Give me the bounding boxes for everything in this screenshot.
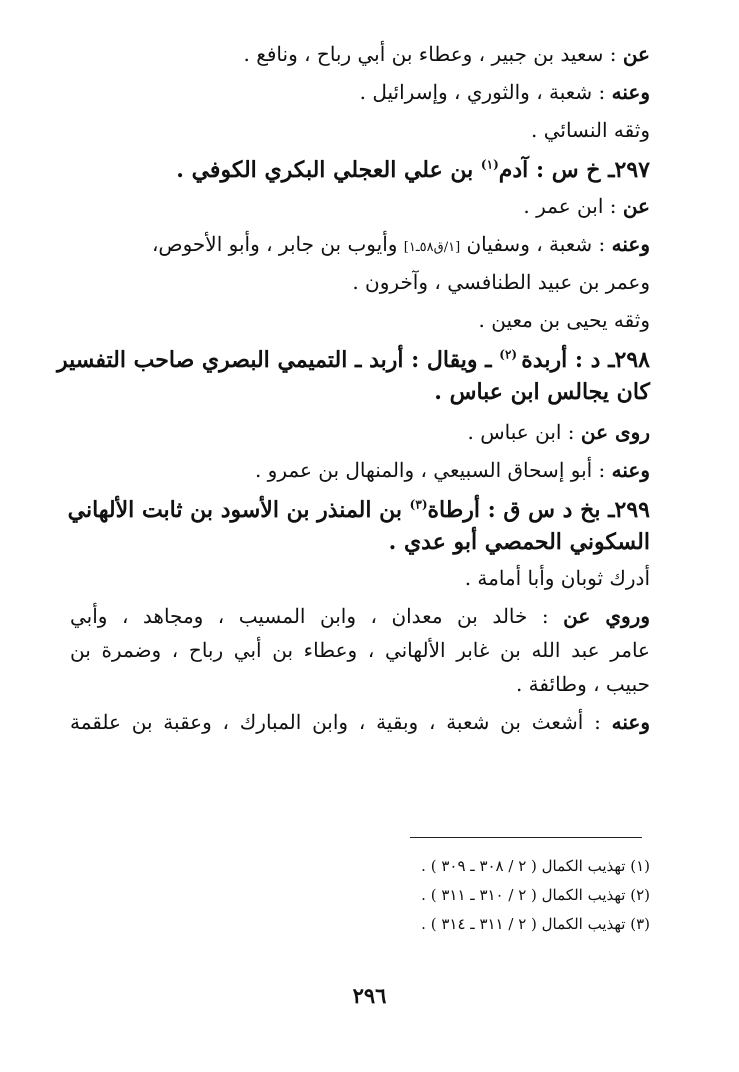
text-line bbox=[70, 40, 650, 68]
line-text: : شعبة ، والثوري ، وإسرائيل . bbox=[359, 80, 612, 104]
manuscript-ref: [١/ق٥٨ـ١] bbox=[403, 240, 461, 255]
line-text: : سعيد بن جبير ، وعطاء بن أبي رباح ، ونافع . bbox=[243, 42, 623, 66]
line-text: : أشعث بن شعبة ، وبقية ، وابن المبارك ، وعقبة بن علقمة bbox=[70, 710, 612, 734]
text-line bbox=[70, 564, 650, 592]
footnote-ref: (١) bbox=[480, 157, 499, 172]
text-line bbox=[70, 670, 650, 698]
line-text: : أبو إسحاق السبيعي ، والمنهال بن عمرو . bbox=[254, 458, 612, 482]
entry-codes: ٢٩٩ـ بخ د س ق : أرطاة bbox=[427, 497, 650, 523]
text-line bbox=[70, 418, 650, 446]
text-line bbox=[70, 78, 650, 106]
line-lead: عن bbox=[622, 42, 650, 66]
footnotes bbox=[300, 852, 650, 939]
footnote-divider bbox=[410, 837, 642, 838]
entry-name: السكوني الحمصي أبو عدي . bbox=[388, 529, 650, 555]
text-line bbox=[70, 230, 650, 262]
text-line bbox=[70, 306, 650, 334]
line-lead: وعنه bbox=[611, 80, 650, 104]
text-line bbox=[70, 602, 650, 630]
line-lead: وعنه bbox=[611, 458, 650, 482]
footnote-3: (٣) تهذيب الكمال ( ٢ / ٣١١ ـ ٣١٤ ) . bbox=[421, 915, 650, 933]
line-lead: وروي عن bbox=[563, 604, 650, 628]
line-text: : خالد بن معدان ، وابن المسيب ، ومجاهد ، وأبي bbox=[70, 604, 564, 628]
text-line bbox=[70, 456, 650, 484]
line-text: عامر عبد الله بن غابر الألهاني ، وعطاء بن أبي رباح ، وضمرة بن bbox=[70, 638, 650, 662]
footnote-ref: (٢) bbox=[499, 347, 522, 362]
entry-name: بن علي العجلي البكري الكوفي . bbox=[176, 157, 481, 183]
entry-number: ٢٩٧ bbox=[614, 157, 650, 183]
line-text: : شعبة ، وسفيان bbox=[460, 232, 612, 256]
entry-heading-299 bbox=[67, 494, 650, 526]
line-text: : ابن عمر . bbox=[523, 194, 623, 218]
line-lead: عن bbox=[622, 194, 650, 218]
entry-name: كان يجالس ابن عباس . bbox=[434, 379, 650, 405]
line-lead: روى عن bbox=[580, 420, 650, 444]
line-text: حبيب ، وطائفة . bbox=[515, 672, 650, 696]
entry-heading-297 bbox=[70, 154, 650, 186]
text-line bbox=[70, 268, 650, 296]
line-text: وثقه النسائي . bbox=[531, 118, 650, 142]
text-line bbox=[70, 708, 650, 736]
line-text: : ابن عباس . bbox=[467, 420, 581, 444]
text-line bbox=[70, 192, 650, 220]
entry-codes: ٢٩٨ـ د : أربدة bbox=[521, 347, 650, 373]
entry-name: بن المنذر بن الأسود بن ثابت الألهاني bbox=[67, 497, 410, 523]
entry-heading-298 bbox=[57, 344, 650, 376]
line-lead: وعنه bbox=[611, 232, 650, 256]
entry-heading-298-cont bbox=[70, 376, 650, 408]
entry-codes: ـ خ س : آدم bbox=[498, 157, 615, 183]
entry-heading-299-cont bbox=[70, 526, 650, 558]
line-text: وعمر بن عبيد الطنافسي ، وآخرون . bbox=[352, 270, 650, 294]
footnote-1: (١) تهذيب الكمال ( ٢ / ٣٠٨ ـ ٣٠٩ ) . bbox=[421, 857, 650, 875]
page-number: ٢٩٦ bbox=[352, 983, 387, 1008]
text-line bbox=[70, 116, 650, 144]
page-body bbox=[57, 40, 650, 736]
entry-name: ـ ويقال : أربد ـ التميمي البصري صاحب التفسير bbox=[57, 347, 500, 373]
text-line bbox=[70, 636, 650, 664]
line-text: وأيوب بن جابر ، وأبو الأحوص، bbox=[151, 232, 404, 256]
line-lead: وعنه bbox=[611, 710, 650, 734]
footnote-ref: (٣) bbox=[409, 497, 428, 512]
line-text: وثقه يحيى بن معين . bbox=[478, 308, 650, 332]
footnote-2: (٢) تهذيب الكمال ( ٢ / ٣١٠ ـ ٣١١ ) . bbox=[421, 886, 650, 904]
line-text: أدرك ثوبان وأبا أمامة . bbox=[464, 566, 650, 590]
